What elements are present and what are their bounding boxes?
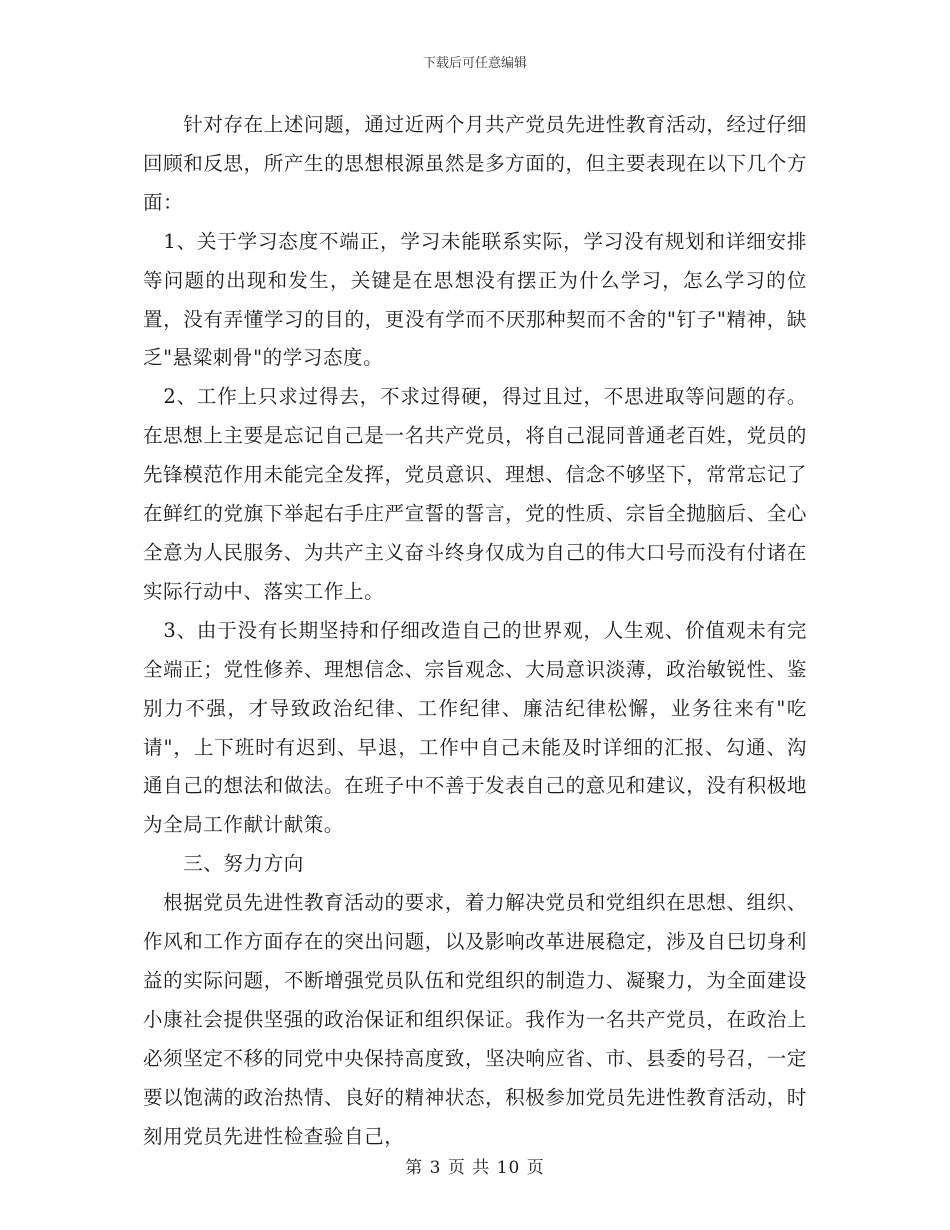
paragraph-text: 3、由于没有长期坚持和仔细改造自己的世界观，人生观、价值观未有完全端正；党性修养、理想信念、宗旨观念、大局意识淡薄，政治敏锐性、鉴别力不强，才导致政治纪律、工作纪律、廉洁纪律松懈，业务往来有"吃请"，上下班时有迟到、早退，工作中自己未能及时详细的汇报、勾通、沟通自己的想法和做法。在班子中不善于发表自己的意见和建议，没有积极地为全局工作献计献策。 [143, 618, 807, 837]
paragraph-indent [143, 230, 163, 253]
paragraph-text: 针对存在上述问题，通过近两个月共产党员先进性教育活动，经过仔细回顾和反思，所产生的思想根源虽然是多方面的，但主要表现在以下几个方面： [143, 113, 807, 214]
paragraph-text: 2、工作上只求过得去，不求过得硬，得过且过，不思进取等问题的存。在思想上主要是忘记自己是一名共产党员，将自己混同普通老百姓，党员的先锋模范作用未能完全发挥，党员意识、理想、信念不够坚下，常常忘记了在鲜红的党旗下举起右手庄严宣誓的誓言，党的性质、宗旨全抛脑后、全心全意为人民服务、为共产主义奋斗终身仅成为自己的伟大口号而没有付诸在实际行动中、落实工作上。 [143, 385, 807, 603]
paragraph-point-3 [143, 612, 807, 845]
paragraph-text: 根据党员先进性教育活动的要求，着力解决党员和党组织在思想、组织、作风和工作方面存在的突出问题，以及影响改革进展稳定，涉及自巳切身利益的实际问题，不断增强党员队伍和党组织的制造力、凝聚力，为全面建设小康社会提供坚强的政治保证和组织保证。我作为一名共产党员，在政治上必须坚定不移的同党中央保持高度致，坚决响应省、市、县委的号召，一定要以饱满的政治热情、良好的精神状态，积极参加党员先进性教育活动，时刻用党员先进性检查验自己， [143, 891, 807, 1148]
paragraph-point-2 [143, 378, 807, 611]
paragraph-direction [143, 884, 807, 1156]
document-body [143, 106, 807, 1156]
paragraph-point-1 [143, 223, 807, 379]
paragraph-intro [143, 106, 807, 223]
paragraph-text: 1、关于学习态度不端正，学习未能联系实际，学习没有规划和详细安排等问题的出现和发生，关键是在思想没有摆正为什么学习，怎么学习的位置，没有弄懂学习的目的，更没有学而不厌那种契而不舍的"钉子"精神，缺乏"悬粱刺骨"的学习态度。 [143, 229, 807, 370]
page-number-footer: 第 3 页 共 10 页 [405, 1158, 545, 1178]
section-heading-text: 三、努力方向 [183, 852, 304, 876]
paragraph-indent [143, 619, 163, 642]
section-heading [143, 845, 807, 884]
page-header: 下载后可任意编辑 [422, 56, 527, 71]
paragraph-indent [143, 113, 183, 136]
paragraph-indent [143, 385, 163, 408]
paragraph-indent [143, 852, 183, 875]
paragraph-indent [143, 891, 163, 914]
